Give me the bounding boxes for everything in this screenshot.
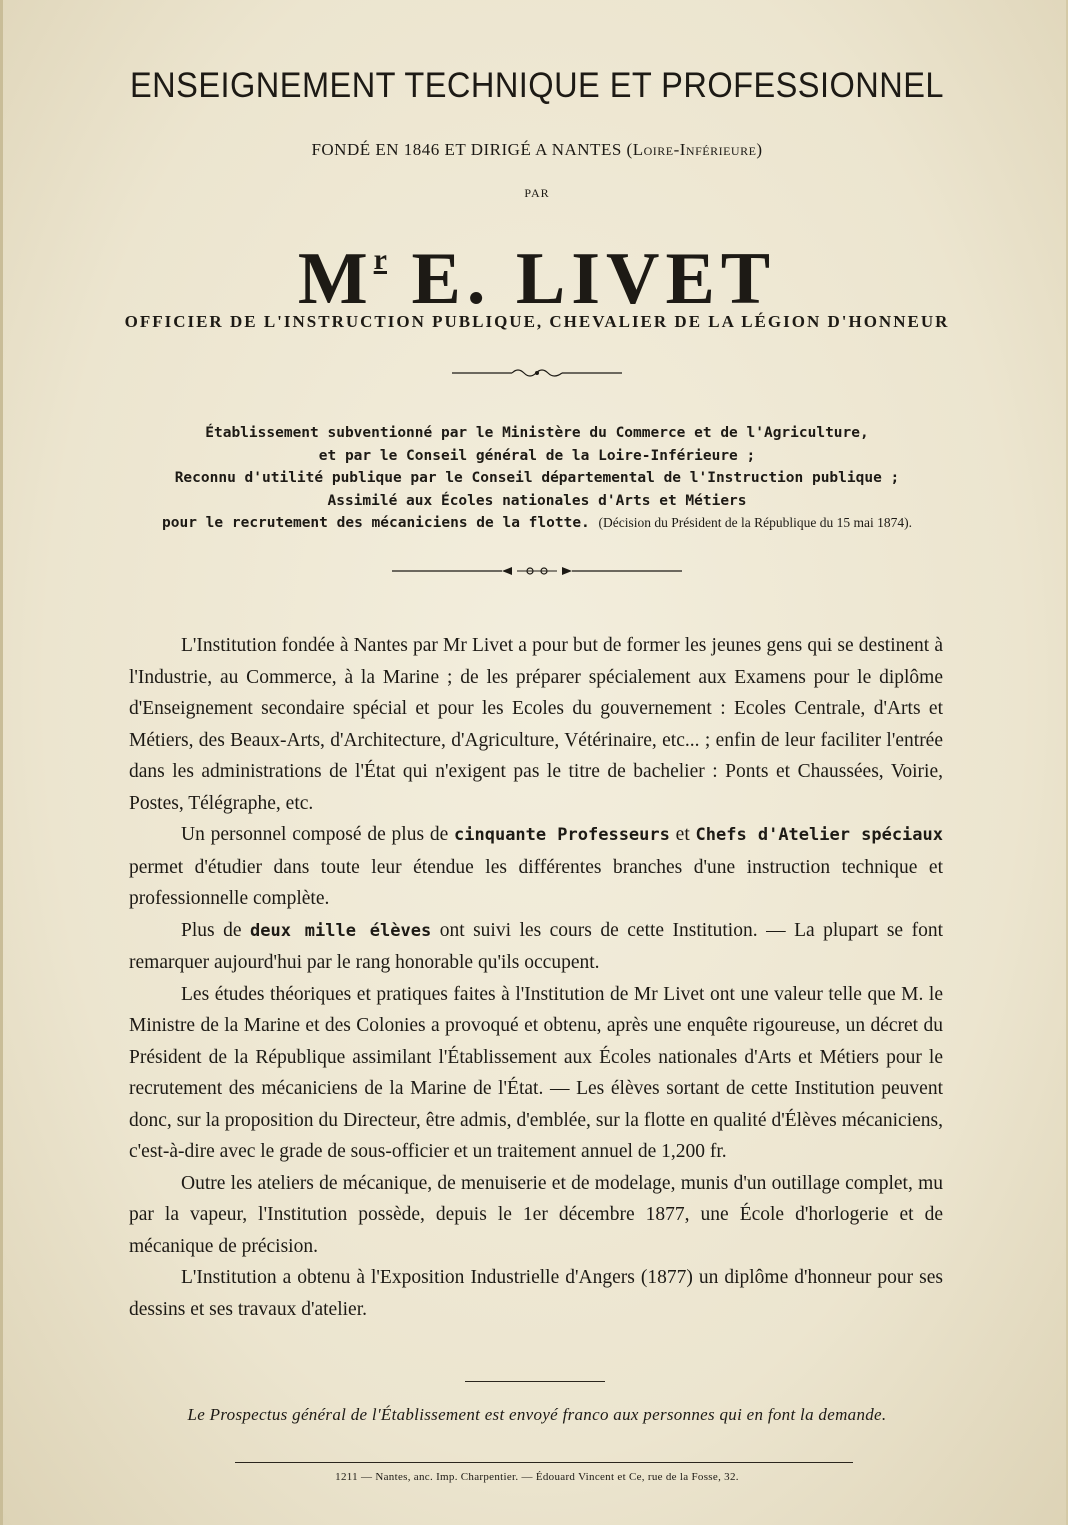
subsidy-line-1: Établissement subventionné par le Ministère du Commerce et de l'Agriculture, (205, 425, 869, 441)
subsidy-statement (83, 422, 991, 535)
director-honors: OFFICIER DE L'INSTRUCTION PUBLIQUE, CHEVALIER DE LA LÉGION D'HONNEUR (124, 312, 950, 331)
divider-rule-short (465, 1381, 605, 1382)
staff-emphasis-chiefs: Chefs d'Atelier spéciaux (695, 825, 943, 845)
ornament-divider-top (3, 366, 1068, 385)
paragraph-workshops: Outre les ateliers de mécanique, de menuiserie et de modelage, munis d'un outillage complet, mu par la vapeur, l'Institution possède, depuis le 1er décembre 1877, une École d'horlogerie et de mécanique de précision. (129, 1172, 943, 1257)
subsidy-line-4: Assimilé aux Écoles nationales d'Arts et Métiers (327, 492, 747, 509)
name-sup: r (373, 243, 387, 276)
decision-note: (Décision du Président de la République du 15 mai 1874). (598, 515, 912, 530)
subsidy-line-2: et par le Conseil général de la Loire-Inférieure ; (318, 447, 756, 464)
prospectus-note: Le Prospectus général de l'Établissement est envoyé franco aux personnes qui en font la demande. (187, 1405, 887, 1424)
name-prefix: M (297, 238, 374, 320)
director-name (3, 215, 1068, 324)
subsidy-line-5-text: pour le recrutement des mécaniciens de la flotte. (162, 515, 590, 531)
paragraph-staff (129, 819, 943, 915)
subsidy-line-3: Reconnu d'utilité publique par le Conseil départemental de l'Instruction publique ; (174, 470, 900, 486)
ornament-divider-middle (3, 564, 1068, 583)
par-label: PAR (524, 186, 550, 200)
founding-line: FONDÉ EN 1846 ET DIRIGÉ A NANTES (Loire-Inférieure) (311, 140, 763, 159)
paragraph-decree: Les études théoriques et pratiques faites à l'Institution de Mr Livet ont une valeur telle que M. le Ministre de la Marine et des Colonies a provoqué et obtenu, après une enquête rigoureuse, un décret du Président de la République assimilant l'Établissement aux Écoles nationales d'Arts et Métiers pour le recrutement des mécaniciens de la Marine de l'État. — Les élèves sortant de cette Institution peuvent donc, sur la proposition du Directeur, être admis, d'emblée, sur la flotte en qualité d'Élèves mécaniciens, c'est-à-dire avec le grade de sous-officier et un traitement annuel de 1,200 fr. (129, 983, 943, 1162)
paragraph-students (129, 915, 943, 979)
name-main: E. LIVET (387, 238, 777, 320)
students-emphasis: deux mille élèves (249, 920, 432, 941)
paragraph-award: L'Institution a obtenu à l'Exposition Industrielle d'Angers (1877) un diplôme d'honneur pour ses dessins et ses travaux d'atelier. (129, 1267, 943, 1320)
students-text-a: Plus de (181, 919, 250, 941)
paragraph-purpose: L'Institution fondée à Nantes par Mr Livet a pour but de former les jeunes gens qui se destinent à l'Industrie, au Commerce, à la Marine ; de les préparer spécialement aux Examens pour le diplôme d'Enseignement secondaire spécial et pour les Ecoles du gouvernement : Ecoles Centrale, d'Arts et Métiers, des Beaux-Arts, d'Architecture, d'Agriculture, Vétérinaire, etc... ; enfin de leur faciliter l'entrée dans les administrations de l'État qui n'exigent pas le titre de bachelier : Ponts et Chaussées, Voirie, Postes, Télégraphe, etc. (129, 635, 943, 814)
staff-emphasis-professors: cinquante Professeurs (454, 825, 670, 845)
staff-text-c: et (669, 824, 696, 845)
document-title: ENSEIGNEMENT TECHNIQUE ET PROFESSIONNEL (130, 66, 944, 105)
subsidy-line-5 (83, 512, 991, 535)
staff-text-e: permet d'étudier dans toute leur étendue les différentes branches d'une instruction technique et professionnelle complète. (129, 856, 943, 909)
students-text-c: ont suivi les cours de cette Institution. — La plupart se font remarquer aujourd'hui par le rang honorable qu'ils occupent. (129, 919, 943, 973)
staff-text-a: Un personnel composé de plus de (181, 824, 455, 845)
printer-imprint: 1211 — Nantes, anc. Imp. Charpentier. — Édouard Vincent et Ce, rue de la Fosse, 32. (335, 1471, 739, 1483)
body-text (129, 630, 943, 1325)
divider-rule-long (235, 1462, 853, 1463)
